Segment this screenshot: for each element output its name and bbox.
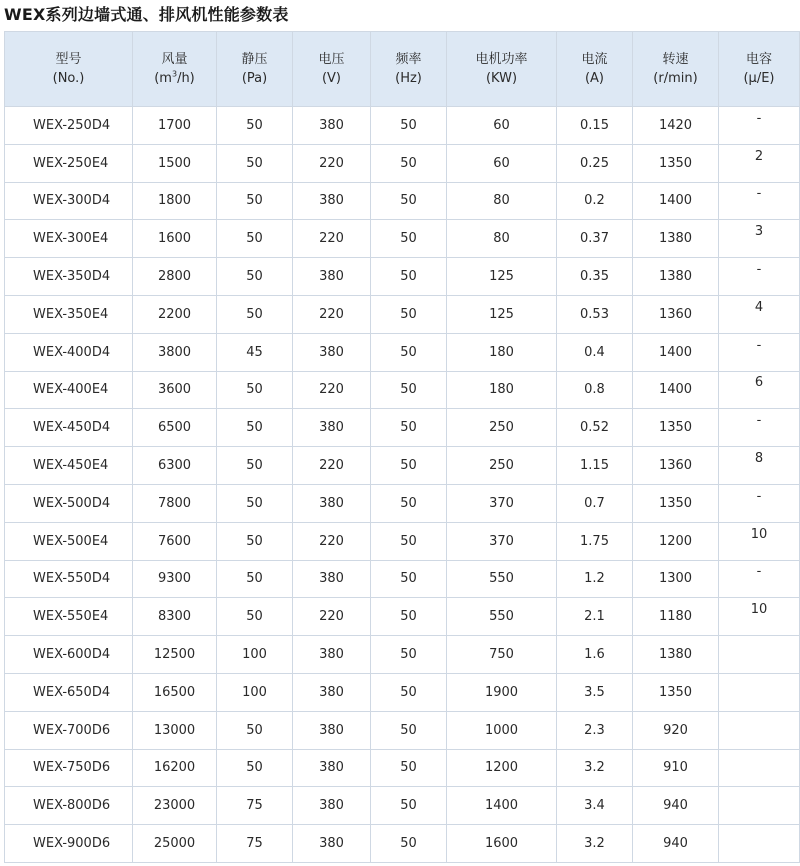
cell-current: 3.2 <box>557 749 633 787</box>
cell-speed: 1420 <box>633 107 719 145</box>
table-row <box>5 220 800 258</box>
cell-airflow: 8300 <box>133 598 217 636</box>
cell-speed: 1180 <box>633 598 719 636</box>
cell-capacitor: - <box>719 484 800 522</box>
cell-airflow: 1800 <box>133 182 217 220</box>
cell-airflow: 6500 <box>133 409 217 447</box>
cell-speed: 1350 <box>633 484 719 522</box>
cell-voltage: 220 <box>293 522 371 560</box>
cell-speed: 920 <box>633 711 719 749</box>
cell-capacitor: 8 <box>719 447 800 485</box>
cell-capacitor: 2 <box>719 144 800 182</box>
table-row <box>5 333 800 371</box>
cell-frequency: 50 <box>371 333 447 371</box>
header-capacitor: 电容 (μ/E) <box>719 32 800 107</box>
cell-model: WEX-450E4 <box>5 447 133 485</box>
cell-capacitor <box>719 825 800 863</box>
cell-frequency: 50 <box>371 825 447 863</box>
cell-static-pressure: 50 <box>217 711 293 749</box>
cell-frequency: 50 <box>371 258 447 296</box>
cell-airflow: 23000 <box>133 787 217 825</box>
cell-capacitor <box>719 787 800 825</box>
cell-speed: 1350 <box>633 144 719 182</box>
cell-current: 1.75 <box>557 522 633 560</box>
header-speed: 转速 (r/min) <box>633 32 719 107</box>
table-row <box>5 825 800 863</box>
header-frequency: 频率 (Hz) <box>371 32 447 107</box>
cell-static-pressure: 50 <box>217 409 293 447</box>
table-row <box>5 673 800 711</box>
cell-current: 0.25 <box>557 144 633 182</box>
cell-model: WEX-450D4 <box>5 409 133 447</box>
cell-model: WEX-400E4 <box>5 371 133 409</box>
cell-frequency: 50 <box>371 371 447 409</box>
cell-capacitor: 6 <box>719 371 800 409</box>
cell-motor-power: 370 <box>447 484 557 522</box>
cell-current: 1.6 <box>557 636 633 674</box>
cell-model: WEX-550E4 <box>5 598 133 636</box>
cell-static-pressure: 50 <box>217 371 293 409</box>
cell-capacitor: - <box>719 333 800 371</box>
cell-static-pressure: 50 <box>217 295 293 333</box>
cell-airflow: 6300 <box>133 447 217 485</box>
cell-capacitor <box>719 636 800 674</box>
cell-airflow: 1600 <box>133 220 217 258</box>
cell-motor-power: 80 <box>447 182 557 220</box>
cell-motor-power: 180 <box>447 333 557 371</box>
cell-static-pressure: 50 <box>217 220 293 258</box>
table-row <box>5 787 800 825</box>
cell-speed: 1380 <box>633 636 719 674</box>
cell-capacitor: - <box>719 182 800 220</box>
cell-current: 0.7 <box>557 484 633 522</box>
cell-current: 1.2 <box>557 560 633 598</box>
cell-voltage: 220 <box>293 295 371 333</box>
cell-airflow: 25000 <box>133 825 217 863</box>
cell-voltage: 380 <box>293 560 371 598</box>
cell-voltage: 380 <box>293 409 371 447</box>
cell-capacitor <box>719 673 800 711</box>
cell-motor-power: 250 <box>447 409 557 447</box>
cell-motor-power: 370 <box>447 522 557 560</box>
cell-airflow: 7600 <box>133 522 217 560</box>
cell-voltage: 220 <box>293 447 371 485</box>
cell-static-pressure: 50 <box>217 484 293 522</box>
cell-static-pressure: 50 <box>217 749 293 787</box>
cell-frequency: 50 <box>371 749 447 787</box>
cell-frequency: 50 <box>371 107 447 145</box>
cell-speed: 1380 <box>633 258 719 296</box>
table-row <box>5 711 800 749</box>
cell-frequency: 50 <box>371 598 447 636</box>
cell-frequency: 50 <box>371 636 447 674</box>
cell-static-pressure: 100 <box>217 673 293 711</box>
cell-current: 0.52 <box>557 409 633 447</box>
table-body <box>5 107 800 863</box>
cell-model: WEX-600D4 <box>5 636 133 674</box>
header-motor-power: 电机功率 (KW) <box>447 32 557 107</box>
cell-voltage: 380 <box>293 673 371 711</box>
cell-motor-power: 125 <box>447 258 557 296</box>
cell-motor-power: 1200 <box>447 749 557 787</box>
cell-static-pressure: 50 <box>217 144 293 182</box>
table-row <box>5 144 800 182</box>
cell-frequency: 50 <box>371 409 447 447</box>
cell-airflow: 3800 <box>133 333 217 371</box>
cell-current: 0.4 <box>557 333 633 371</box>
cell-current: 0.8 <box>557 371 633 409</box>
table-row <box>5 295 800 333</box>
cell-capacitor: - <box>719 409 800 447</box>
cell-frequency: 50 <box>371 295 447 333</box>
cell-motor-power: 1400 <box>447 787 557 825</box>
cell-speed: 1200 <box>633 522 719 560</box>
cell-motor-power: 60 <box>447 107 557 145</box>
table-row <box>5 182 800 220</box>
cell-motor-power: 180 <box>447 371 557 409</box>
table-row <box>5 447 800 485</box>
cell-model: WEX-700D6 <box>5 711 133 749</box>
cell-capacitor: - <box>719 560 800 598</box>
cell-motor-power: 750 <box>447 636 557 674</box>
cell-model: WEX-650D4 <box>5 673 133 711</box>
cell-frequency: 50 <box>371 787 447 825</box>
cell-model: WEX-250D4 <box>5 107 133 145</box>
cell-airflow: 16500 <box>133 673 217 711</box>
cell-airflow: 1500 <box>133 144 217 182</box>
cell-frequency: 50 <box>371 560 447 598</box>
cell-static-pressure: 50 <box>217 447 293 485</box>
cell-airflow: 16200 <box>133 749 217 787</box>
cell-airflow: 13000 <box>133 711 217 749</box>
cell-speed: 940 <box>633 825 719 863</box>
cell-voltage: 220 <box>293 144 371 182</box>
cell-model: WEX-300E4 <box>5 220 133 258</box>
cell-model: WEX-550D4 <box>5 560 133 598</box>
cell-voltage: 380 <box>293 107 371 145</box>
cell-speed: 1360 <box>633 447 719 485</box>
cell-airflow: 2800 <box>133 258 217 296</box>
spec-table <box>4 31 800 863</box>
cell-static-pressure: 50 <box>217 560 293 598</box>
page-title: WEX系列边墙式通、排风机性能参数表 <box>4 5 289 24</box>
cell-speed: 940 <box>633 787 719 825</box>
cell-voltage: 380 <box>293 484 371 522</box>
cell-model: WEX-750D6 <box>5 749 133 787</box>
cell-airflow: 9300 <box>133 560 217 598</box>
cell-frequency: 50 <box>371 220 447 258</box>
cell-model: WEX-500D4 <box>5 484 133 522</box>
cell-current: 3.2 <box>557 825 633 863</box>
cell-voltage: 380 <box>293 636 371 674</box>
cell-static-pressure: 50 <box>217 598 293 636</box>
cell-frequency: 50 <box>371 522 447 560</box>
cell-frequency: 50 <box>371 484 447 522</box>
cell-motor-power: 550 <box>447 598 557 636</box>
table-row <box>5 484 800 522</box>
cell-voltage: 220 <box>293 598 371 636</box>
cell-motor-power: 60 <box>447 144 557 182</box>
cell-airflow: 12500 <box>133 636 217 674</box>
table-row <box>5 636 800 674</box>
cell-speed: 910 <box>633 749 719 787</box>
cell-model: WEX-500E4 <box>5 522 133 560</box>
cell-voltage: 220 <box>293 220 371 258</box>
cell-model: WEX-400D4 <box>5 333 133 371</box>
cell-current: 0.15 <box>557 107 633 145</box>
cell-model: WEX-250E4 <box>5 144 133 182</box>
table-row <box>5 409 800 447</box>
cell-voltage: 380 <box>293 711 371 749</box>
cell-capacitor <box>719 749 800 787</box>
cell-speed: 1350 <box>633 409 719 447</box>
header-model: 型号 (No.) <box>5 32 133 107</box>
cell-static-pressure: 75 <box>217 825 293 863</box>
table-row <box>5 598 800 636</box>
cell-model: WEX-900D6 <box>5 825 133 863</box>
cell-voltage: 380 <box>293 182 371 220</box>
cell-airflow: 1700 <box>133 107 217 145</box>
cell-voltage: 380 <box>293 787 371 825</box>
cell-static-pressure: 50 <box>217 107 293 145</box>
cell-speed: 1300 <box>633 560 719 598</box>
cell-airflow: 2200 <box>133 295 217 333</box>
cell-model: WEX-300D4 <box>5 182 133 220</box>
table-row <box>5 522 800 560</box>
cell-current: 3.4 <box>557 787 633 825</box>
cell-voltage: 380 <box>293 749 371 787</box>
cell-model: WEX-350D4 <box>5 258 133 296</box>
cell-frequency: 50 <box>371 673 447 711</box>
cell-voltage: 220 <box>293 371 371 409</box>
header-current: 电流 (A) <box>557 32 633 107</box>
cell-airflow: 3600 <box>133 371 217 409</box>
cell-model: WEX-350E4 <box>5 295 133 333</box>
cell-motor-power: 80 <box>447 220 557 258</box>
cell-voltage: 380 <box>293 333 371 371</box>
cell-static-pressure: 45 <box>217 333 293 371</box>
cell-motor-power: 250 <box>447 447 557 485</box>
cell-frequency: 50 <box>371 711 447 749</box>
cell-static-pressure: 50 <box>217 182 293 220</box>
cell-capacitor: 10 <box>719 522 800 560</box>
table-row <box>5 749 800 787</box>
cell-capacitor <box>719 711 800 749</box>
cell-current: 1.15 <box>557 447 633 485</box>
cell-capacitor: - <box>719 258 800 296</box>
cell-speed: 1350 <box>633 673 719 711</box>
cell-current: 2.1 <box>557 598 633 636</box>
cell-motor-power: 125 <box>447 295 557 333</box>
cell-current: 0.2 <box>557 182 633 220</box>
header-row <box>5 32 800 107</box>
cell-capacitor: 10 <box>719 598 800 636</box>
header-static-pressure: 静压 (Pa) <box>217 32 293 107</box>
cell-static-pressure: 50 <box>217 258 293 296</box>
cell-model: WEX-800D6 <box>5 787 133 825</box>
cell-capacitor: 4 <box>719 295 800 333</box>
cell-frequency: 50 <box>371 144 447 182</box>
cell-static-pressure: 50 <box>217 522 293 560</box>
table-row <box>5 560 800 598</box>
cell-voltage: 380 <box>293 258 371 296</box>
cell-capacitor: - <box>719 107 800 145</box>
table-row <box>5 371 800 409</box>
cell-static-pressure: 100 <box>217 636 293 674</box>
cell-static-pressure: 75 <box>217 787 293 825</box>
cell-speed: 1360 <box>633 295 719 333</box>
cell-motor-power: 1000 <box>447 711 557 749</box>
cell-motor-power: 550 <box>447 560 557 598</box>
cell-speed: 1400 <box>633 182 719 220</box>
cell-motor-power: 1900 <box>447 673 557 711</box>
cell-airflow: 7800 <box>133 484 217 522</box>
header-voltage: 电压 (V) <box>293 32 371 107</box>
header-airflow: 风量 $(m^3/h)$ <box>133 32 217 107</box>
cell-voltage: 380 <box>293 825 371 863</box>
cell-frequency: 50 <box>371 447 447 485</box>
cell-capacitor: 3 <box>719 220 800 258</box>
cell-current: 0.37 <box>557 220 633 258</box>
cell-speed: 1380 <box>633 220 719 258</box>
cell-current: 3.5 <box>557 673 633 711</box>
cell-speed: 1400 <box>633 333 719 371</box>
cell-current: 2.3 <box>557 711 633 749</box>
table-row <box>5 258 800 296</box>
cell-current: 0.35 <box>557 258 633 296</box>
cell-current: 0.53 <box>557 295 633 333</box>
cell-frequency: 50 <box>371 182 447 220</box>
table-row <box>5 107 800 145</box>
cell-motor-power: 1600 <box>447 825 557 863</box>
cell-speed: 1400 <box>633 371 719 409</box>
